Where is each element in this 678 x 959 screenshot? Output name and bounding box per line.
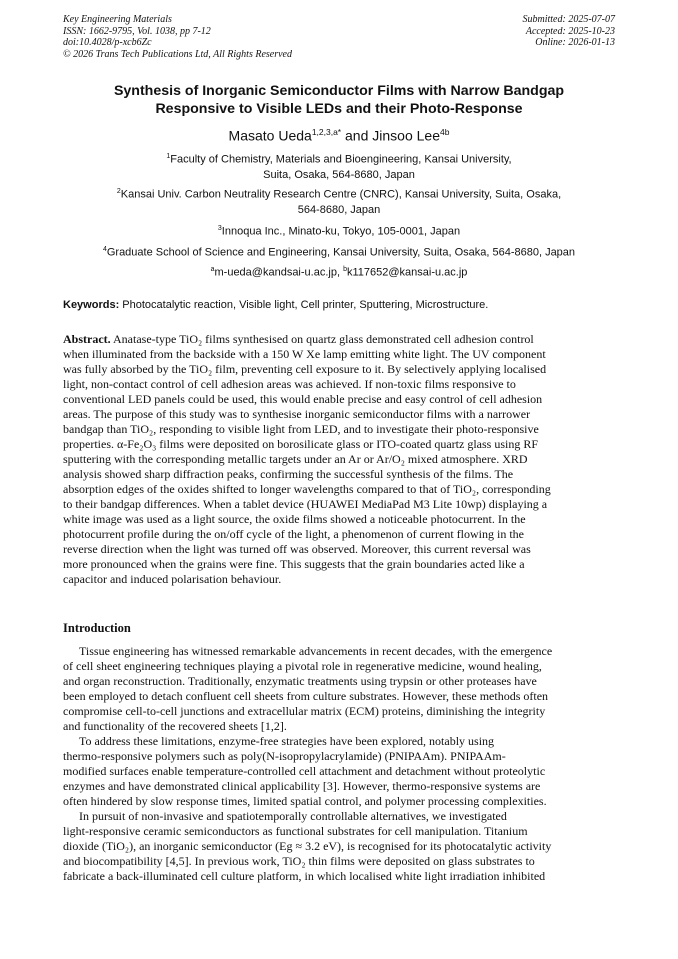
section-heading-introduction: Introduction: [63, 621, 131, 635]
abstract-line: more pronounced when the grains were fine. This suggests that the grain boundaries acted like a: [63, 557, 525, 571]
affiliation-text: Faculty of Chemistry, Materials and Bioengineering, Kansai University,: [170, 153, 512, 166]
intro-line: To address these limitations, enzyme-free strategies have been explored, notably using: [79, 734, 495, 748]
introduction-body: [63, 644, 615, 884]
email-marker: b: [343, 266, 347, 273]
abstract-line: light, non-contact control of cell adhesion areas was achieved. If non-toxic films responsive to: [63, 377, 516, 391]
affiliation-4: [60, 242, 618, 261]
author-emails: [60, 262, 618, 281]
abstract-line: photocurrent profile during the on/off cycle of the light, a phenomenon of current flowing in the: [63, 527, 524, 541]
affiliation-marker: 1: [166, 153, 171, 160]
journal-name: Key Engineering Materials: [63, 14, 172, 25]
email-marker: a: [210, 266, 215, 273]
title-line-1: Synthesis of Inorganic Semiconductor Films with Narrow Bandgap: [113, 83, 565, 99]
affiliation-marker: 3: [217, 225, 222, 232]
author-affiliation-marker: 1,2,3,a*: [311, 127, 342, 137]
issn-volume: ISSN: 1662-9795, Vol. 1038, pp 7-12: [63, 25, 211, 37]
abstract-line: Anatase-type TiO₂ films synthesised on quartz glass demonstrated cell adhesion control: [110, 332, 534, 346]
author-conjunction: and: [341, 127, 373, 144]
copyright: © 2026 Trans Tech Publications Ltd, All Rights Reserved: [63, 48, 292, 60]
affiliation-text: Kansai Univ. Carbon Neutrality Research Centre (CNRC), Kansai University, Suita, Osaka,: [120, 188, 562, 201]
keywords: [63, 298, 615, 313]
author-affiliation-marker: 4b: [439, 127, 450, 137]
abstract-line: sputtering with the corresponding metallic targets under an Ar or Ar/O₂ mixed atmosphere. XRD: [63, 452, 528, 466]
abstract-line: properties. α-Fe₂O₃ films were deposited on borosilicate glass or ITO-coated quartz glass using RF: [63, 437, 538, 451]
abstract-line: absorption edges of the oxides shifted to longer wavelengths compared to that of TiO₂, corresponding: [63, 482, 551, 496]
affiliation-marker: 4: [102, 246, 107, 253]
intro-line: often hindered by slow response times, limited spatial control, and polymer processing complexities.: [63, 794, 547, 808]
abstract-line: when illuminated from the backside with a 150 W Xe lamp emitting white light. The UV component: [63, 347, 546, 361]
affiliation-3: [60, 221, 618, 240]
affiliation-2: [60, 184, 618, 219]
intro-line: enzymes and have demonstrated clinical applicability [3]. However, thermo-responsive systems are: [63, 779, 541, 793]
abstract-line: conventional LED panels could be used, this would enable precise and easy control of cell adhesion: [63, 392, 543, 406]
intro-line: dioxide (TiO₂), an inorganic semiconductor (Eg ≈ 3.2 eV), is recognised for its photocatalytic activity: [63, 839, 552, 853]
intro-line: modified surfaces enable temperature-controlled cell attachment and detachment without proteolytic: [63, 764, 546, 778]
doi: doi:10.4028/p-xcb6Zc: [63, 37, 152, 48]
intro-line: light-responsive ceramic semiconductors as functional substrates for cell manipulation. Titanium: [63, 824, 528, 838]
abstract-line: analysis showed sharp diffraction peaks, confirming the successful synthesis of the films. The: [63, 467, 514, 481]
intro-line: and functionality of the recovered sheets [1,2].: [63, 719, 287, 733]
affiliation-text: Suita, Osaka, 564-8680, Japan: [263, 169, 415, 182]
abstract: [63, 332, 615, 587]
intro-line: Tissue engineering has witnessed remarkable advancements in recent decades, with the emergence: [79, 644, 553, 658]
intro-line: been employed to detach confluent cell sheets from culture substrates. However, these methods often: [63, 689, 549, 703]
title-line-2: Responsive to Visible LEDs and their Photo-Response: [155, 101, 523, 117]
dates-info: [523, 14, 616, 49]
affiliation-text: 564-8680, Japan: [297, 204, 381, 217]
intro-line: compromise cell-to-cell junctions and extracellular matrix (ECM) proteins, diminishing the integrity: [63, 704, 546, 718]
abstract-line: was fully absorbed by the TiO₂ film, preventing cell exposure to it. By selectively applying localised: [63, 362, 547, 376]
affiliation-marker: 2: [116, 188, 121, 195]
author-name: Masato Ueda: [228, 127, 312, 144]
affiliation-text: Innoqua Inc., Minato-ku, Tokyo, 105-0001, Japan: [221, 225, 461, 238]
author-name: Jinsoo Lee: [372, 127, 440, 144]
author-list: [60, 123, 618, 145]
abstract-line: areas. The purpose of this study was to synthesise inorganic semiconductor films with a narrower: [63, 407, 531, 421]
intro-line: of cell sheet engineering techniques playing a pivotal role in regenerative medicine, wound healing,: [63, 659, 542, 673]
journal-info: [63, 14, 292, 60]
paper-title: [60, 82, 618, 118]
intro-line: and biocompatibility [4,5]. In previous work, TiO₂ thin films were deposited on glass substrates to: [63, 854, 535, 868]
keywords-text: Photocatalytic reaction, Visible light, Cell printer, Sputtering, Microstructure.: [119, 299, 489, 311]
online-date: Online: 2026-01-13: [535, 37, 615, 48]
abstract-label: Abstract.: [63, 332, 111, 346]
abstract-line: white image was used as a light source, the oxide films showed a noticeable photocurrent. In the: [63, 512, 526, 526]
affiliation-1: [60, 149, 618, 184]
intro-line: fabricate a back-illuminated cell culture platform, in which localised white light irradiation inhibited: [63, 869, 546, 883]
abstract-line: capacitor and induced polarisation behaviour.: [63, 572, 282, 586]
intro-line: thermo-responsive polymers such as poly(N-isopropylacrylamide) (PNIPAAm). PNIPAAm-: [63, 749, 506, 763]
intro-line: In pursuit of non-invasive and spatiotemporally controllable alternatives, we investigated: [79, 809, 507, 823]
email-address[interactable]: k117652@kansai-u.ac.jp: [346, 266, 468, 279]
affiliation-text: Graduate School of Science and Engineering, Kansai University, Suita, Osaka, 564-8680, Japan: [106, 246, 576, 259]
submitted-date: Submitted: 2025-07-07: [522, 14, 615, 25]
intro-line: and organ reconstruction. Traditionally, enzymatic treatments using trypsin or other proteases have: [63, 674, 537, 688]
abstract-line: to their bandgap differences. When a tablet device (HUAWEI MediaPad M3 Lite 10wp) displaying a: [63, 497, 548, 511]
keywords-label: Keywords:: [63, 299, 120, 311]
abstract-line: reverse direction when the light was turned off was observed. Moreover, this current reversal was: [63, 542, 531, 556]
accepted-date: Accepted: 2025-10-23: [525, 25, 615, 37]
email-address[interactable]: m-ueda@kandsai-u.ac.jp,: [214, 266, 344, 279]
abstract-line: bandgap than TiO₂, responding to visible light from LED, and to investigate their photo-responsive: [63, 422, 539, 436]
